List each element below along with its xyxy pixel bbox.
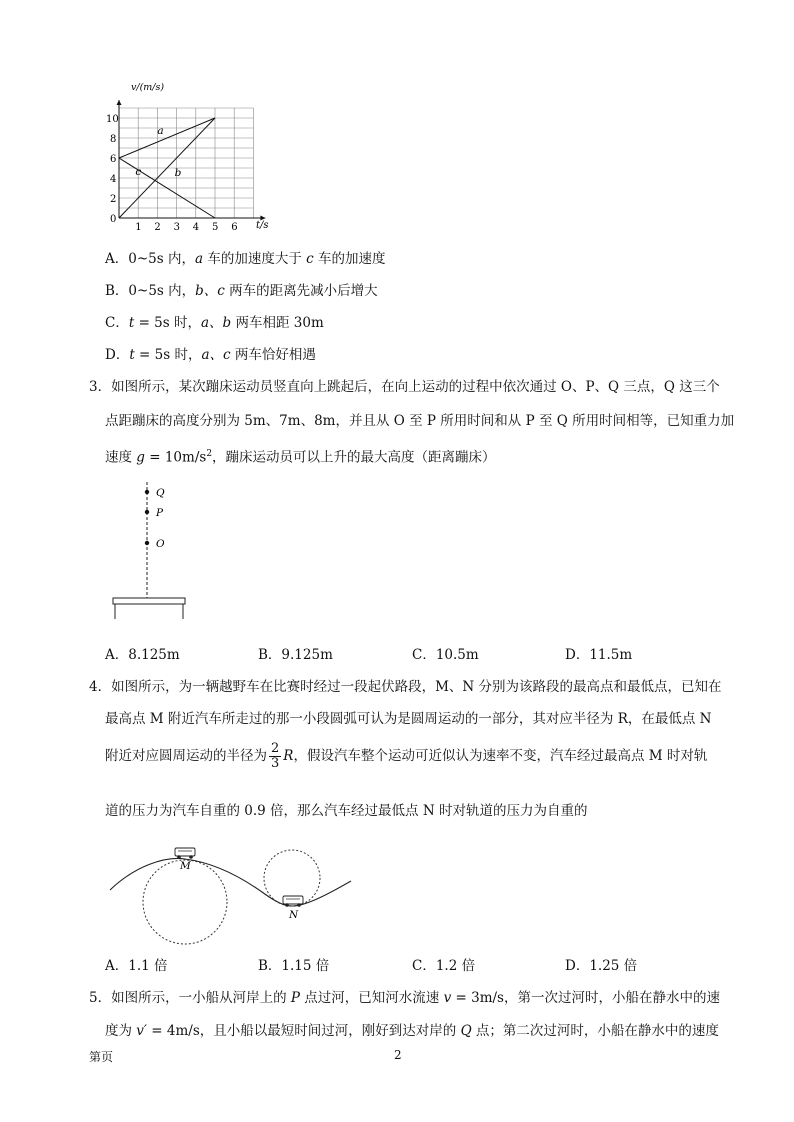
q2-option-c: C．t = 5s 时，a、b 两车相距 30m [105,315,324,331]
chart-grid [119,108,253,218]
y-tick-label: 10 [106,114,119,125]
label-n: N [289,909,299,921]
x-tick-label: 6 [231,222,238,233]
y-tick-label: 6 [110,154,117,165]
q4-option-d: D．1.25 倍 [565,958,638,974]
car-at-m [175,848,195,859]
q4-stem-line-2: 最高点 M 附近汽车所走过的那一小段圆弧可认为是圆周运动的一部分，其对应半径为 R，在最低点 N [105,711,712,727]
chart-ticks [106,114,238,233]
q3-stem-line-3: 速度 $g = 10m/s^2$，蹦床运动员可以上升的最大高度（距离蹦床） [105,449,496,466]
y-axis-label: v/(m/s) [131,82,165,93]
q4-stem-line-3: 附近对应圆周运动的半径为 $\frac{2}{3}$ R，假设汽车整个运动可近似认为速率不变，汽车经过最高点 M 时对轨 [105,741,708,771]
y-tick-label: 4 [110,174,117,185]
series-label-a: a [157,125,164,137]
point-o [145,541,149,545]
q4-stem-line-4: 道的压力为汽车自重的 0.9 倍，那么汽车经过最低点 N 时对轨道的压力为自重的 [105,803,588,819]
series-label-c: c [135,166,142,178]
circle-m [143,860,227,944]
x-tick-label: 4 [192,222,200,233]
q3-stem-line-2: 点距蹦床的高度分别为 5m、7m、8m，并且从 O 至 P 所用时间和从 P 至 Q 所用时间相等，已知重力加 [105,413,735,429]
page-number: 2 [394,1048,402,1062]
q3-option-b: B．9.125m [258,647,333,663]
point-p [145,510,149,514]
q2-option-a: A．0~5s 内，a 车的加速度大于 c 车的加速度 [105,251,386,267]
q5-stem-line-2: 度为 v′ = 4m/s，且小船以最短时间过河，刚好到达对岸的 Q 点；第二次过河时，小船在静水中的速度 [105,1023,719,1039]
q4-option-a: A．1.1 倍 [105,958,168,974]
q3-stem-line-1: 3．如图所示，某次蹦床运动员竖直向上跳起后，在向上运动的过程中依次通过 O、P、Q 三点，Q 这三个 [89,379,720,395]
fraction-two-thirds: $\frac{2}{3}$ [271,741,280,771]
q3-option-c: C．10.5m [412,647,479,663]
q3-option-d: D．11.5m [565,647,633,663]
road-curve [110,858,351,906]
x-tick-label: 5 [212,222,219,233]
trampoline-bed [113,598,185,604]
series-label-b: b [174,167,182,179]
q4-option-c: C．1.2 倍 [412,958,476,974]
q5-stem-line-1: 5．如图所示，一小船从河岸上的 P 点过河，已知河水流速 v = 3m/s，第一次过河时，小船在静水中的速 [89,990,720,1006]
point-q [145,490,149,494]
car-at-n [283,896,303,907]
label-o: O [156,538,165,550]
footer-label: 第页 [89,1050,114,1064]
x-axis-label: t/s [256,220,269,231]
label-p: P [156,507,164,519]
x-tick-label: 2 [154,222,161,233]
y-axis-arrow [117,100,122,105]
q4-stem-line-1: 4．如图所示，为一辆越野车在比赛时经过一段起伏路段，M、N 分别为该路段的最高点和最低点，已知在 [89,679,722,695]
y-tick-label: 2 [110,194,117,205]
label-m: M [180,860,191,872]
q4-option-b: B．1.15 倍 [258,958,330,974]
q2-option-d: D．t = 5s 时，a、c 两车恰好相遇 [105,347,316,363]
hilly-road-diagram [105,838,360,946]
x-tick-label: 1 [135,222,142,233]
trampoline-diagram [110,480,190,625]
y-tick-label: 0 [110,214,117,225]
y-tick-label: 8 [110,134,117,145]
x-tick-label: 3 [173,222,180,233]
label-q: Q [156,487,165,499]
velocity-time-chart [105,78,290,233]
q2-option-b: B．0~5s 内，b、c 两车的距离先减小后增大 [105,283,378,299]
q3-option-a: A．8.125m [105,647,180,663]
